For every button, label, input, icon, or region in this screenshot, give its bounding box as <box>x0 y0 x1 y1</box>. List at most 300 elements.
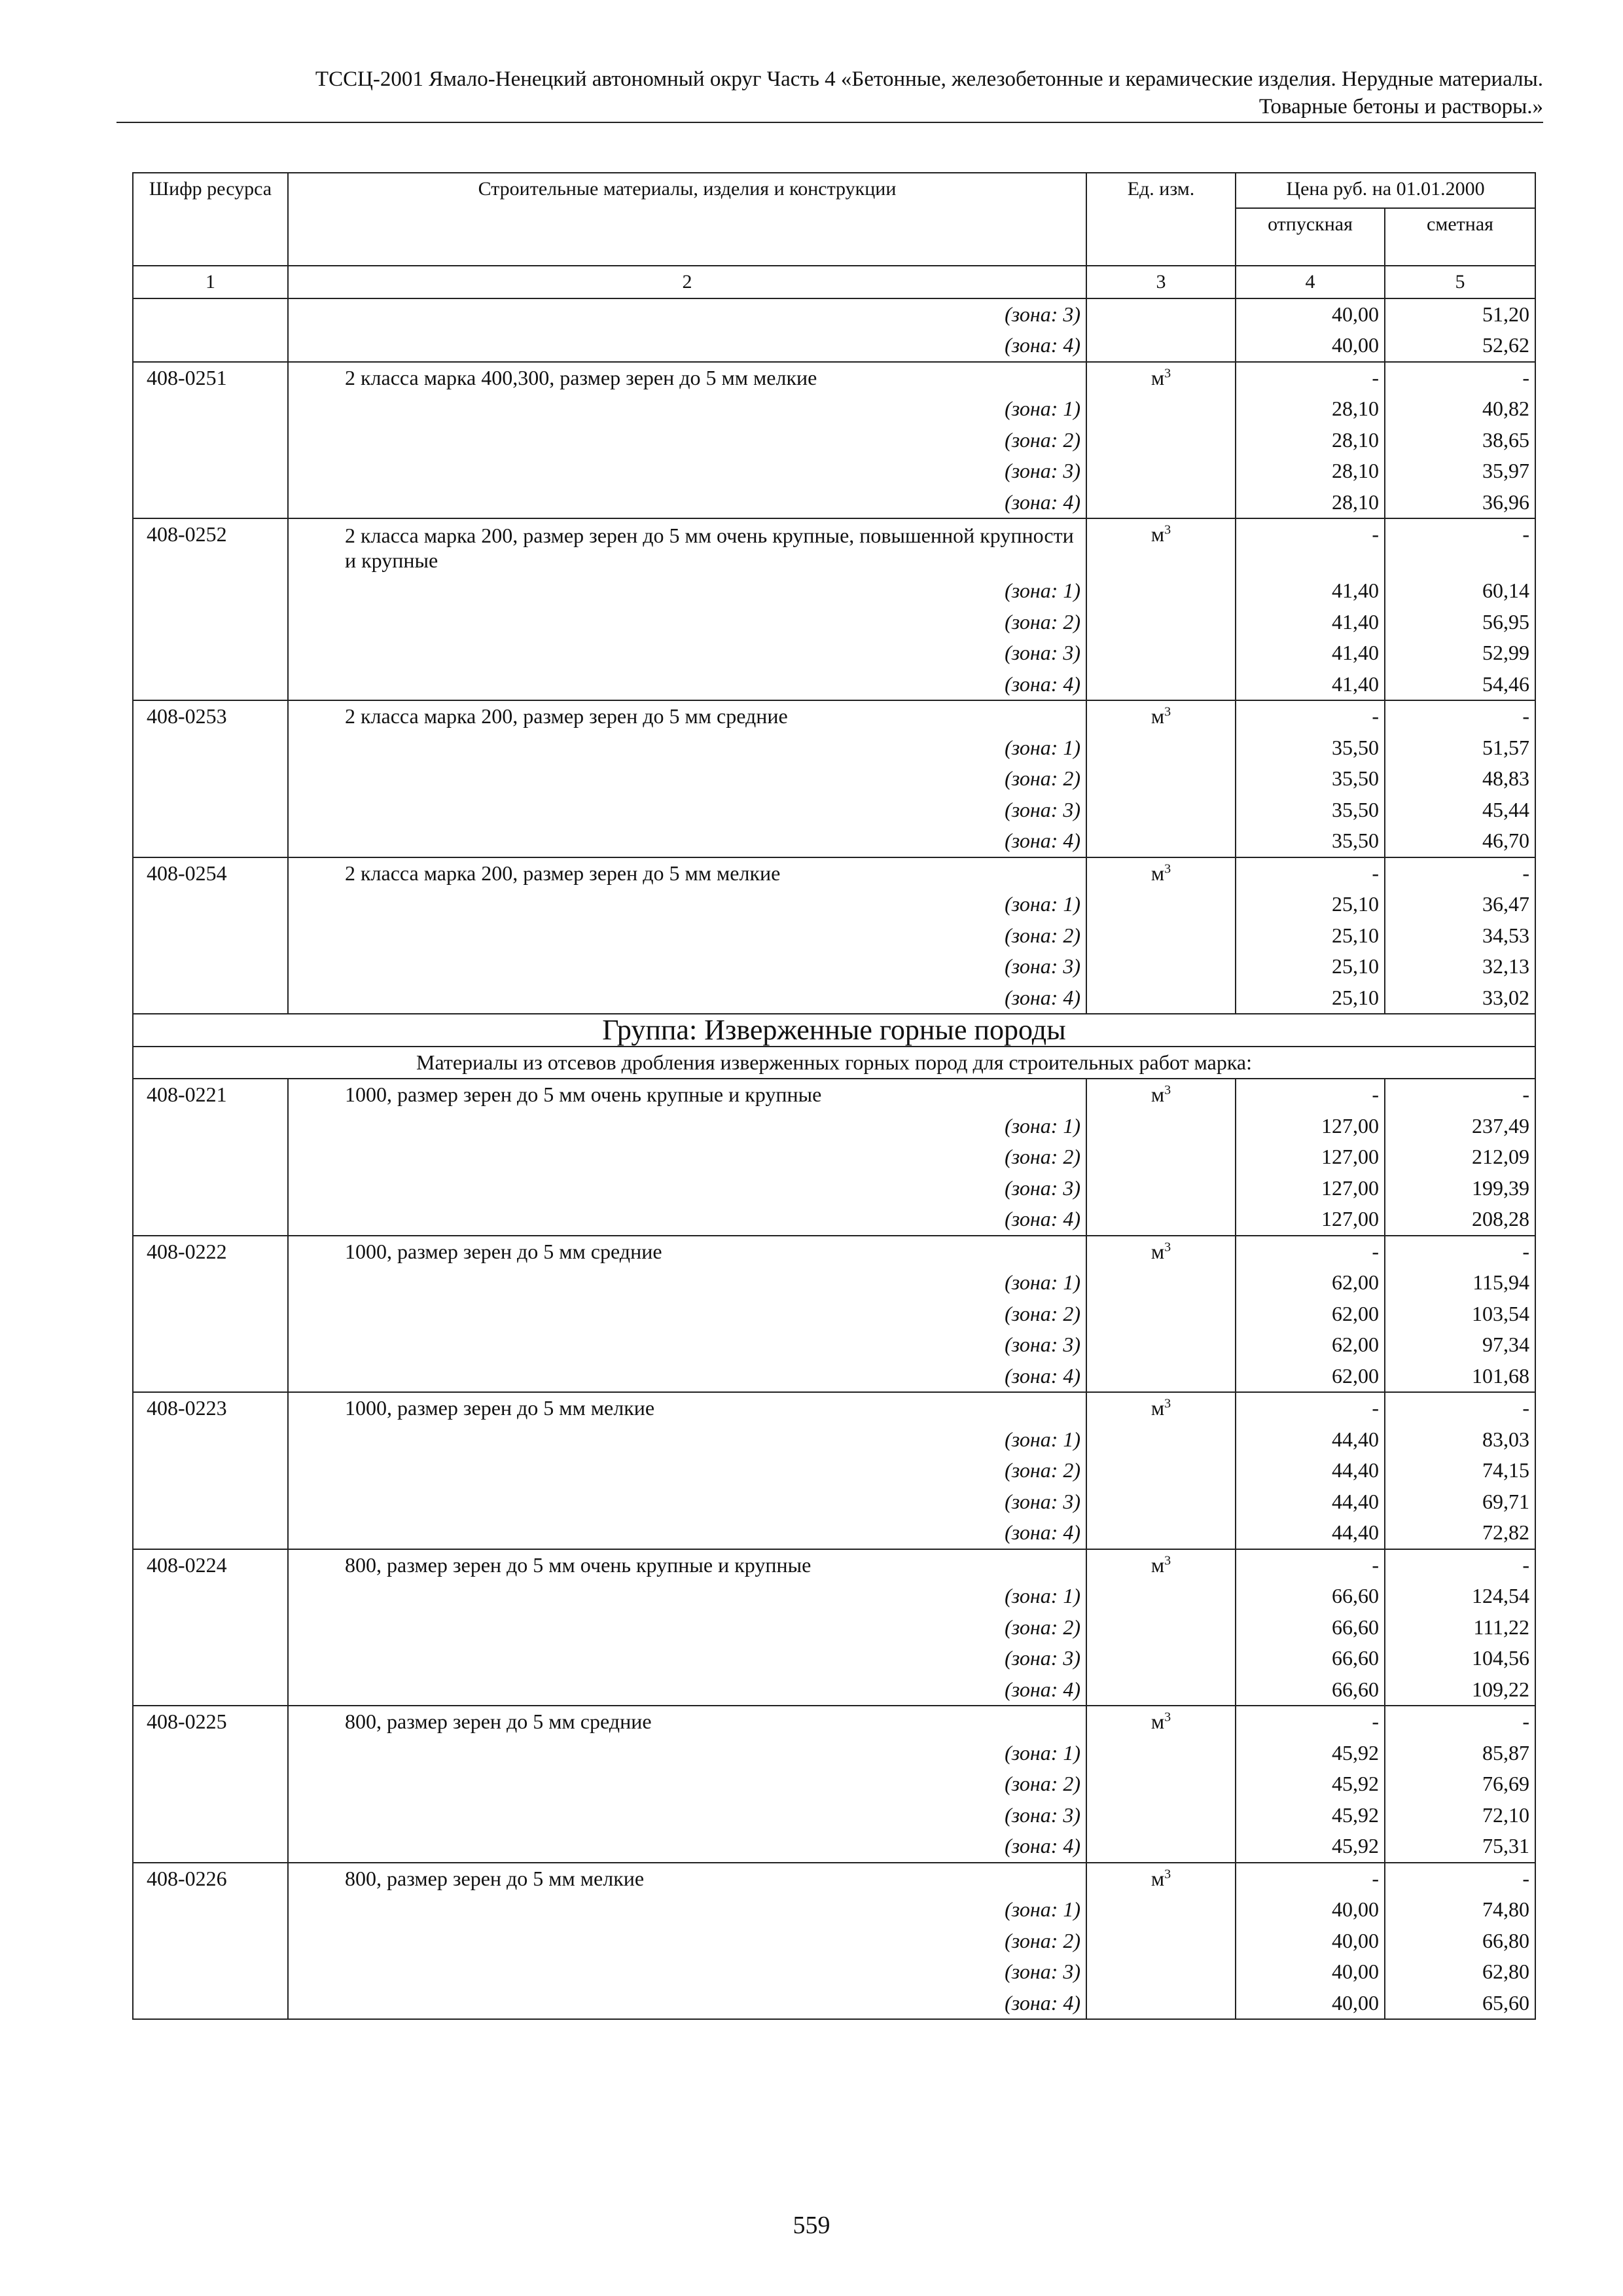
unit-cell <box>1086 518 1236 575</box>
resource-code-cell <box>133 920 288 952</box>
unit-cell <box>1086 1706 1236 1738</box>
unit-cell <box>1086 298 1236 331</box>
unit-cell <box>1086 637 1236 669</box>
estimate-price: 52,62 <box>1385 330 1535 362</box>
resource-code-cell <box>133 763 288 795</box>
unit-superscript: 3 <box>1164 1083 1171 1098</box>
subgroup-row <box>133 1047 1535 1079</box>
zone-label: (зона: 2) <box>288 1455 1086 1486</box>
zone-label: (зона: 3) <box>288 1643 1086 1674</box>
resource-code-cell <box>133 982 288 1014</box>
release-price: 45,92 <box>1236 1831 1385 1863</box>
unit-cell <box>1086 763 1236 795</box>
unit-cell <box>1086 1581 1236 1612</box>
unit-superscript: 3 <box>1164 1710 1171 1725</box>
release-price: - <box>1236 518 1385 575</box>
unit-text: м <box>1150 704 1165 728</box>
resource-code: 408-0223 <box>133 1392 288 1424</box>
item-row <box>133 1392 1535 1424</box>
estimate-price: 69,71 <box>1385 1486 1535 1518</box>
unit-cell <box>1086 857 1236 889</box>
unit-superscript: 3 <box>1164 522 1171 537</box>
release-price: 40,00 <box>1236 1988 1385 2020</box>
resource-code-cell <box>133 825 288 857</box>
continued-rows <box>133 298 1535 362</box>
zone-row <box>133 1204 1535 1236</box>
release-price: - <box>1236 857 1385 889</box>
estimate-price: - <box>1385 1392 1535 1424</box>
zone-row <box>133 669 1535 701</box>
zone-row <box>133 1612 1535 1643</box>
release-price: 66,60 <box>1236 1612 1385 1643</box>
release-price: 45,92 <box>1236 1768 1385 1800</box>
estimate-price: 109,22 <box>1385 1674 1535 1706</box>
resource-code-cell <box>133 1956 288 1988</box>
zone-row <box>133 330 1535 362</box>
resource-code-cell <box>133 1894 288 1926</box>
resource-code: 408-0251 <box>133 362 288 394</box>
resource-code-cell <box>133 732 288 764</box>
zone-row <box>133 982 1535 1014</box>
estimate-price: 199,39 <box>1385 1173 1535 1204</box>
zone-row <box>133 1800 1535 1831</box>
estimate-price: - <box>1385 362 1535 394</box>
zone-label: (зона: 1) <box>288 1581 1086 1612</box>
zone-row <box>133 1517 1535 1549</box>
release-price: 62,00 <box>1236 1267 1385 1299</box>
estimate-price: - <box>1385 1236 1535 1268</box>
estimate-price: 36,47 <box>1385 889 1535 920</box>
release-price: - <box>1236 700 1385 732</box>
zone-label: (зона: 4) <box>288 1831 1086 1863</box>
unit-superscript: 3 <box>1164 1396 1171 1411</box>
resource-code: 408-0253 <box>133 700 288 732</box>
zone-row <box>133 1738 1535 1769</box>
unit-cell <box>1086 1173 1236 1204</box>
zone-label: (зона: 3) <box>288 456 1086 487</box>
estimate-price: 54,46 <box>1385 669 1535 701</box>
zone-label: (зона: 3) <box>288 951 1086 982</box>
zone-row <box>133 637 1535 669</box>
item-name: 2 класса марка 400,300, размер зерен до 5 мм мелкие <box>288 362 1086 394</box>
resource-code-cell <box>133 330 288 362</box>
zone-label: (зона: 4) <box>288 1988 1086 2020</box>
unit-cell <box>1086 1831 1236 1863</box>
estimate-price: 51,57 <box>1385 732 1535 764</box>
estimate-price: 52,99 <box>1385 637 1535 669</box>
unit-cell <box>1086 1299 1236 1330</box>
unit-text: м <box>1150 861 1165 885</box>
unit-superscript: 3 <box>1164 704 1171 719</box>
estimate-price: 60,14 <box>1385 575 1535 607</box>
release-price: 41,40 <box>1236 669 1385 701</box>
unit-cell <box>1086 1894 1236 1926</box>
unit-text: м <box>1150 1710 1165 1733</box>
zone-row <box>133 1674 1535 1706</box>
unit-cell <box>1086 1612 1236 1643</box>
unit-cell <box>1086 607 1236 638</box>
group-row <box>133 1014 1535 1047</box>
unit-cell <box>1086 1549 1236 1581</box>
unit-cell <box>1086 487 1236 519</box>
unit-cell <box>1086 393 1236 425</box>
unit-cell <box>1086 1141 1236 1173</box>
zone-row <box>133 825 1535 857</box>
zone-row <box>133 732 1535 764</box>
release-price: 25,10 <box>1236 920 1385 952</box>
col-header-code: Шифр ресурса <box>133 173 288 266</box>
release-price: 66,60 <box>1236 1643 1385 1674</box>
release-price: 127,00 <box>1236 1141 1385 1173</box>
unit-cell <box>1086 456 1236 487</box>
resource-code: 408-0252 <box>133 518 288 575</box>
estimate-price: 72,10 <box>1385 1800 1535 1831</box>
unit-cell <box>1086 1643 1236 1674</box>
resource-code-cell <box>133 1424 288 1456</box>
resource-code-cell <box>133 575 288 607</box>
zone-row <box>133 1486 1535 1518</box>
estimate-price: 124,54 <box>1385 1581 1535 1612</box>
unit-cell <box>1086 1738 1236 1769</box>
zone-label: (зона: 4) <box>288 982 1086 1014</box>
unit-cell <box>1086 951 1236 982</box>
item-row <box>133 518 1535 575</box>
unit-text: м <box>1150 522 1165 546</box>
release-price: 40,00 <box>1236 298 1385 331</box>
unit-cell <box>1086 575 1236 607</box>
unit-cell <box>1086 669 1236 701</box>
col-number-3: 3 <box>1086 266 1236 298</box>
col-header-release: отпускная <box>1236 208 1385 266</box>
zone-label: (зона: 3) <box>288 298 1086 331</box>
unit-cell <box>1086 1111 1236 1142</box>
zone-row <box>133 487 1535 519</box>
zone-row <box>133 1894 1535 1926</box>
estimate-price: - <box>1385 1549 1535 1581</box>
unit-cell <box>1086 1329 1236 1361</box>
unit-cell <box>1086 700 1236 732</box>
release-price: 66,60 <box>1236 1581 1385 1612</box>
items-part2 <box>133 1079 1535 2019</box>
estimate-price: 56,95 <box>1385 607 1535 638</box>
unit-cell <box>1086 1674 1236 1706</box>
resource-code: 408-0254 <box>133 857 288 889</box>
unit-cell <box>1086 1486 1236 1518</box>
item-name: 1000, размер зерен до 5 мм средние <box>288 1236 1086 1268</box>
zone-label: (зона: 4) <box>288 487 1086 519</box>
page-number: 559 <box>793 2212 830 2239</box>
resource-code-cell <box>133 1612 288 1643</box>
release-price: 28,10 <box>1236 456 1385 487</box>
unit-cell <box>1086 1800 1236 1831</box>
zone-row <box>133 889 1535 920</box>
zone-row <box>133 763 1535 795</box>
resource-code-cell <box>133 425 288 456</box>
col-header-name: Строительные материалы, изделия и конструкции <box>288 173 1086 266</box>
resource-code-cell <box>133 1267 288 1299</box>
unit-cell <box>1086 982 1236 1014</box>
resource-code-cell <box>133 456 288 487</box>
zone-label: (зона: 1) <box>288 575 1086 607</box>
estimate-price: 36,96 <box>1385 487 1535 519</box>
estimate-price: 85,87 <box>1385 1738 1535 1769</box>
zone-row <box>133 1299 1535 1330</box>
resource-code-cell <box>133 1455 288 1486</box>
resource-code-cell <box>133 1674 288 1706</box>
estimate-price: 46,70 <box>1385 825 1535 857</box>
col-number-5: 5 <box>1385 266 1535 298</box>
unit-text: м <box>1150 1239 1165 1263</box>
zone-label: (зона: 2) <box>288 1141 1086 1173</box>
subgroup-title: Материалы из отсевов дробления изверженных горных пород для строительных работ марка: <box>133 1047 1535 1079</box>
estimate-price: 62,80 <box>1385 1956 1535 1988</box>
unit-cell <box>1086 1926 1236 1957</box>
unit-superscript: 3 <box>1164 1239 1171 1254</box>
resource-code-cell <box>133 1299 288 1330</box>
resource-code-cell <box>133 1738 288 1769</box>
header-rule <box>116 122 1543 123</box>
zone-row <box>133 393 1535 425</box>
zone-label: (зона: 1) <box>288 889 1086 920</box>
resource-code: 408-0225 <box>133 1706 288 1738</box>
item-name: 2 класса марка 200, размер зерен до 5 мм очень крупные, повышенной крупности и крупные <box>288 518 1086 575</box>
unit-cell <box>1086 1988 1236 2020</box>
estimate-price: 66,80 <box>1385 1926 1535 1957</box>
unit-cell <box>1086 1424 1236 1456</box>
release-price: 44,40 <box>1236 1455 1385 1486</box>
col-number-4: 4 <box>1236 266 1385 298</box>
release-price: 45,92 <box>1236 1738 1385 1769</box>
unit-cell <box>1086 1361 1236 1393</box>
unit-cell <box>1086 1768 1236 1800</box>
release-price: - <box>1236 1392 1385 1424</box>
resource-code: 408-0224 <box>133 1549 288 1581</box>
zone-label: (зона: 2) <box>288 920 1086 952</box>
release-price: 28,10 <box>1236 425 1385 456</box>
release-price: 45,92 <box>1236 1800 1385 1831</box>
zone-label: (зона: 1) <box>288 1267 1086 1299</box>
release-price: - <box>1236 1549 1385 1581</box>
item-name: 2 класса марка 200, размер зерен до 5 мм мелкие <box>288 857 1086 889</box>
release-price: 40,00 <box>1236 1956 1385 1988</box>
estimate-price: 38,65 <box>1385 425 1535 456</box>
item-row <box>133 1549 1535 1581</box>
unit-cell <box>1086 1236 1236 1268</box>
item-row <box>133 1079 1535 1111</box>
zone-label: (зона: 1) <box>288 732 1086 764</box>
estimate-price: - <box>1385 857 1535 889</box>
zone-label: (зона: 2) <box>288 425 1086 456</box>
zone-row <box>133 1956 1535 1988</box>
zone-label: (зона: 4) <box>288 825 1086 857</box>
item-name: 1000, размер зерен до 5 мм мелкие <box>288 1392 1086 1424</box>
estimate-price: - <box>1385 1079 1535 1111</box>
item-name: 800, размер зерен до 5 мм средние <box>288 1706 1086 1738</box>
item-row <box>133 700 1535 732</box>
estimate-price: 45,44 <box>1385 795 1535 826</box>
zone-row <box>133 1643 1535 1674</box>
header-line-2: Товарные бетоны и растворы.» <box>1258 95 1543 118</box>
zone-label: (зона: 1) <box>288 393 1086 425</box>
resource-code-cell <box>133 1111 288 1142</box>
resource-code-cell <box>133 1517 288 1549</box>
item-row <box>133 1706 1535 1738</box>
estimate-price: 101,68 <box>1385 1361 1535 1393</box>
unit-superscript: 3 <box>1164 365 1171 380</box>
resource-code-cell <box>133 393 288 425</box>
estimate-price: - <box>1385 700 1535 732</box>
unit-superscript: 3 <box>1164 861 1171 876</box>
col-number-1: 1 <box>133 266 288 298</box>
resource-code-cell <box>133 1800 288 1831</box>
unit-cell <box>1086 1204 1236 1236</box>
estimate-price: - <box>1385 1706 1535 1738</box>
resource-code-cell <box>133 1988 288 2020</box>
release-price: 127,00 <box>1236 1173 1385 1204</box>
estimate-price: 115,94 <box>1385 1267 1535 1299</box>
zone-row <box>133 1455 1535 1486</box>
resource-code: 408-0226 <box>133 1863 288 1895</box>
release-price: 28,10 <box>1236 393 1385 425</box>
zone-row <box>133 1424 1535 1456</box>
zone-row <box>133 607 1535 638</box>
document-header <box>116 65 1543 120</box>
release-price: 25,10 <box>1236 889 1385 920</box>
estimate-price: 97,34 <box>1385 1329 1535 1361</box>
resource-code-cell <box>133 1643 288 1674</box>
unit-cell <box>1086 1863 1236 1895</box>
item-name: 1000, размер зерен до 5 мм очень крупные и крупные <box>288 1079 1086 1111</box>
zone-label: (зона: 2) <box>288 607 1086 638</box>
zone-label: (зона: 1) <box>288 1738 1086 1769</box>
release-price: 35,50 <box>1236 763 1385 795</box>
unit-superscript: 3 <box>1164 1552 1171 1568</box>
zone-row <box>133 1361 1535 1393</box>
unit-text: м <box>1150 1552 1165 1577</box>
zone-row <box>133 1111 1535 1142</box>
resource-code-cell <box>133 1361 288 1393</box>
release-price: 44,40 <box>1236 1486 1385 1518</box>
zone-row <box>133 920 1535 952</box>
zone-row <box>133 1173 1535 1204</box>
unit-cell <box>1086 1079 1236 1111</box>
unit-cell <box>1086 1267 1236 1299</box>
unit-cell <box>1086 889 1236 920</box>
zone-label: (зона: 1) <box>288 1111 1086 1142</box>
zone-row <box>133 1926 1535 1957</box>
estimate-price: 74,15 <box>1385 1455 1535 1486</box>
header-line-1: ТССЦ-2001 Ямало-Ненецкий автономный округ Часть 4 «Бетонные, железобетонные и керамические изделия. Нерудные материалы. <box>315 67 1543 91</box>
item-name: 800, размер зерен до 5 мм очень крупные и крупные <box>288 1549 1086 1581</box>
release-price: - <box>1236 1863 1385 1895</box>
item-row <box>133 362 1535 394</box>
zone-label: (зона: 4) <box>288 1674 1086 1706</box>
zone-label: (зона: 1) <box>288 1424 1086 1456</box>
release-price: - <box>1236 362 1385 394</box>
resource-code-cell <box>133 951 288 982</box>
estimate-price: 208,28 <box>1385 1204 1535 1236</box>
resource-code-cell <box>133 795 288 826</box>
unit-superscript: 3 <box>1164 1866 1171 1881</box>
resource-code-cell <box>133 1768 288 1800</box>
resource-code-cell <box>133 889 288 920</box>
resource-code-cell <box>133 1581 288 1612</box>
unit-cell <box>1086 362 1236 394</box>
col-header-price: Цена руб. на 01.01.2000 <box>1236 173 1535 208</box>
zone-row <box>133 1329 1535 1361</box>
release-price: 41,40 <box>1236 637 1385 669</box>
estimate-price: 111,22 <box>1385 1612 1535 1643</box>
resource-code-cell <box>133 1329 288 1361</box>
estimate-price: - <box>1385 518 1535 575</box>
unit-cell <box>1086 1517 1236 1549</box>
price-table <box>132 172 1536 2020</box>
zone-label: (зона: 4) <box>288 1204 1086 1236</box>
unit-cell <box>1086 1956 1236 1988</box>
zone-row <box>133 795 1535 826</box>
resource-code-cell <box>133 607 288 638</box>
release-price: 62,00 <box>1236 1361 1385 1393</box>
resource-code-cell <box>133 1173 288 1204</box>
release-price: 28,10 <box>1236 487 1385 519</box>
zone-row <box>133 425 1535 456</box>
zone-label: (зона: 3) <box>288 1173 1086 1204</box>
estimate-price: 48,83 <box>1385 763 1535 795</box>
unit-text: м <box>1150 365 1165 389</box>
release-price: 66,60 <box>1236 1674 1385 1706</box>
estimate-price: - <box>1385 1863 1535 1895</box>
zone-label: (зона: 3) <box>288 1956 1086 1988</box>
release-price: 25,10 <box>1236 982 1385 1014</box>
resource-code-cell <box>133 1486 288 1518</box>
estimate-price: 35,97 <box>1385 456 1535 487</box>
release-price: 127,00 <box>1236 1111 1385 1142</box>
release-price: 40,00 <box>1236 1894 1385 1926</box>
zone-label: (зона: 2) <box>288 763 1086 795</box>
zone-label: (зона: 2) <box>288 1926 1086 1957</box>
zone-row <box>133 298 1535 331</box>
release-price: - <box>1236 1079 1385 1111</box>
item-name: 800, размер зерен до 5 мм мелкие <box>288 1863 1086 1895</box>
release-price: 127,00 <box>1236 1204 1385 1236</box>
estimate-price: 74,80 <box>1385 1894 1535 1926</box>
resource-code-cell <box>133 637 288 669</box>
estimate-price: 104,56 <box>1385 1643 1535 1674</box>
estimate-price: 40,82 <box>1385 393 1535 425</box>
release-price: 44,40 <box>1236 1424 1385 1456</box>
zone-row <box>133 1768 1535 1800</box>
zone-row <box>133 1141 1535 1173</box>
zone-label: (зона: 4) <box>288 1517 1086 1549</box>
col-header-unit: Ед. изм. <box>1086 173 1236 266</box>
estimate-price: 103,54 <box>1385 1299 1535 1330</box>
unit-cell <box>1086 920 1236 952</box>
zone-label: (зона: 4) <box>288 1361 1086 1393</box>
zone-label: (зона: 4) <box>288 669 1086 701</box>
estimate-price: 75,31 <box>1385 1831 1535 1863</box>
release-price: 40,00 <box>1236 330 1385 362</box>
zone-label: (зона: 3) <box>288 795 1086 826</box>
unit-cell <box>1086 1392 1236 1424</box>
resource-code-cell <box>133 669 288 701</box>
unit-cell <box>1086 330 1236 362</box>
zone-label: (зона: 2) <box>288 1612 1086 1643</box>
release-price: 35,50 <box>1236 795 1385 826</box>
release-price: 62,00 <box>1236 1299 1385 1330</box>
estimate-price: 32,13 <box>1385 951 1535 982</box>
resource-code-cell <box>133 487 288 519</box>
release-price: 41,40 <box>1236 575 1385 607</box>
